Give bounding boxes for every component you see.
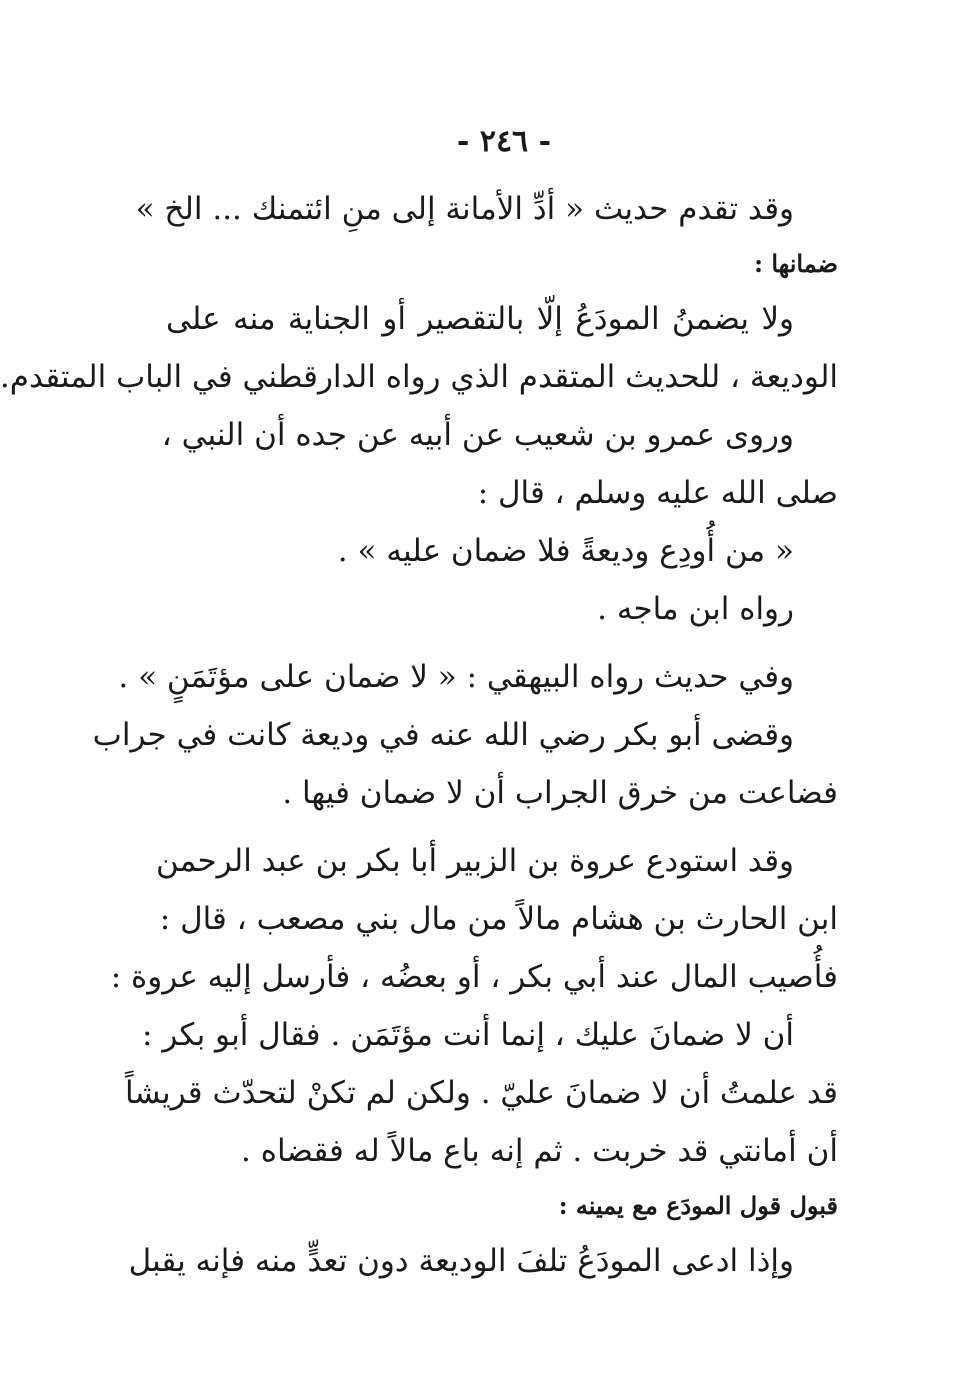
text-line: الوديعة ، للحديث المتقدم الذي رواه الدارقطني في الباب المتقدم. — [0, 359, 838, 395]
body-text — [0, 180, 838, 1290]
text-line: « من أُودِع وديعةً فلا ضمان عليه » . — [337, 533, 794, 569]
text-line: رواه ابن ماجه . — [597, 591, 794, 627]
text-line: ولا يضمنُ المودَعُ إلّا بالتقصير أو الجناية منه على — [166, 301, 794, 337]
section-heading: قبول قول المودَع مع يمينه : — [558, 1191, 838, 1220]
text-line: وقد استودع عروة بن الزبير أبا بكر بن عبد الرحمن — [155, 843, 794, 879]
text-line: فضاعت من خرق الجراب أن لا ضمان فيها . — [282, 775, 838, 811]
section-heading: ضمانها : — [754, 249, 838, 278]
text-line: ابن الحارث بن هشام مالاً من مال بني مصعب ، قال : — [159, 901, 838, 937]
text-line: قد علمتُ أن لا ضمانَ عليّ . ولكن لم تكنْ لتحدّث قريشاً — [124, 1075, 838, 1111]
text-line: وإذا ادعى المودَعُ تلفَ الوديعة دون تعدٍّ منه فإنه يقبل — [128, 1243, 794, 1279]
text-line: وروى عمرو بن شعيب عن أبيه عن جده أن النبي ، — [161, 417, 794, 453]
text-line: وفي حديث رواه البيهقي : « لا ضمان على مؤتَمَنٍ » . — [118, 659, 794, 695]
page-number: - ٢٤٦ - — [456, 124, 552, 159]
text-line: صلى الله عليه وسلم ، قال : — [477, 475, 838, 511]
text-line: وقضى أبو بكر رضي الله عنه في وديعة كانت في جراب — [92, 717, 794, 753]
text-line: أن لا ضمانَ عليك ، إنما أنت مؤتَمَن . فقال أبو بكر : — [142, 1017, 794, 1053]
text-line: وقد تقدم حديث « أدِّ الأمانة إلى منِ ائتمنك ... الخ » — [135, 191, 794, 227]
text-line: أن أمانتي قد خربت . ثم إنه باع مالاً له فقضاه . — [241, 1133, 838, 1169]
text-line: فأُصيب المال عند أبي بكر ، أو بعضُه ، فأرسل إليه عروة : — [110, 959, 838, 995]
